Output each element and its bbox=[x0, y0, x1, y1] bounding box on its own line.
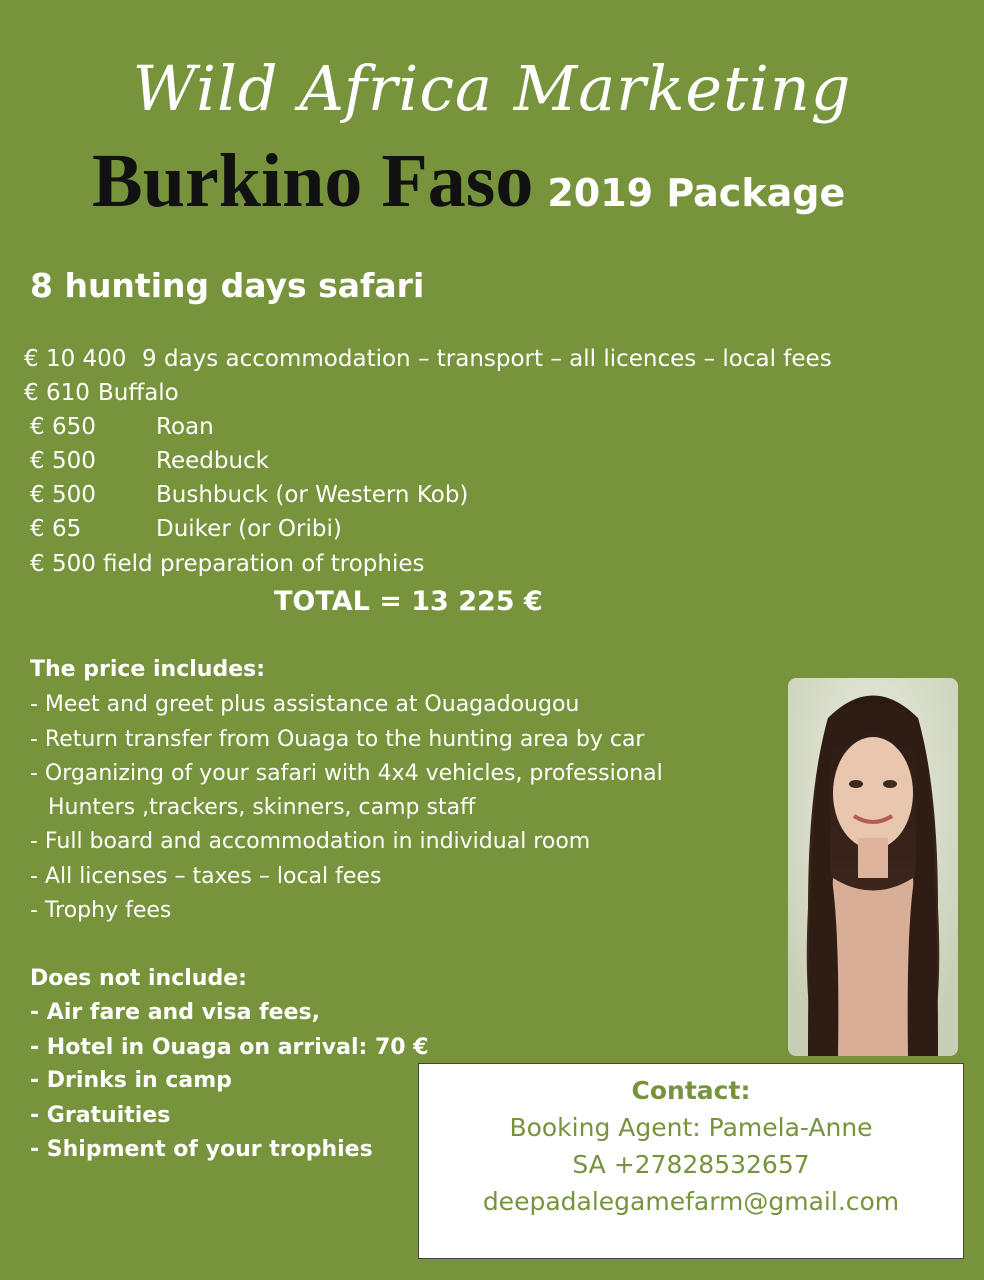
price-line bbox=[30, 516, 342, 542]
safari-subtitle: 8 hunting days safari bbox=[30, 266, 425, 305]
price-label: 9 days accommodation – transport – all licences – local fees bbox=[142, 346, 832, 372]
price-label: Duiker (or Oribi) bbox=[156, 516, 342, 542]
excludes-item: - Air fare and visa fees, bbox=[30, 1000, 320, 1025]
price-label: Roan bbox=[156, 414, 214, 440]
price-amount: € 610 bbox=[24, 380, 90, 406]
price-amount: € 650 bbox=[30, 414, 96, 440]
contact-email[interactable]: deepadalegamefarm@gmail.com bbox=[482, 1187, 900, 1216]
price-amount: € 65 bbox=[30, 516, 82, 542]
price-label: field preparation of trophies bbox=[103, 551, 425, 577]
price-line bbox=[30, 551, 424, 577]
includes-item: Hunters ,trackers, skinners, camp staff bbox=[48, 795, 476, 820]
price-amount: € 500 bbox=[30, 448, 96, 474]
excludes-item: - Hotel in Ouaga on arrival: 70 € bbox=[30, 1035, 429, 1060]
total-price: TOTAL = 13 225 € bbox=[274, 586, 543, 617]
includes-item: - Return transfer from Ouaga to the hunting area by car bbox=[30, 727, 645, 752]
price-amount: € 500 bbox=[30, 551, 96, 577]
includes-item: - Organizing of your safari with 4x4 vehicles, professional bbox=[30, 761, 663, 786]
contact-agent: Booking Agent: Pamela-Anne bbox=[509, 1113, 873, 1142]
price-label: Buffalo bbox=[98, 380, 179, 406]
price-amount: € 10 400 bbox=[24, 346, 127, 372]
includes-item: - Trophy fees bbox=[30, 898, 172, 923]
price-line bbox=[30, 414, 214, 440]
country-title: Burkino Faso bbox=[92, 139, 534, 223]
contact-box bbox=[418, 1063, 964, 1259]
price-line bbox=[30, 448, 269, 474]
excludes-item: - Shipment of your trophies bbox=[30, 1137, 373, 1162]
includes-item: - All licenses – taxes – local fees bbox=[30, 864, 382, 889]
excludes-heading: Does not include: bbox=[30, 966, 247, 991]
includes-item: - Meet and greet plus assistance at Ouagadougou bbox=[30, 692, 580, 717]
contact-phone[interactable]: SA +27828532657 bbox=[572, 1150, 810, 1179]
contact-title: Contact: bbox=[631, 1076, 751, 1105]
price-line bbox=[24, 380, 179, 406]
includes-heading: The price includes: bbox=[30, 657, 266, 682]
price-line bbox=[24, 346, 832, 372]
excludes-item: - Gratuities bbox=[30, 1103, 171, 1128]
package-label: 2019 Package bbox=[547, 171, 846, 215]
agent-photo bbox=[788, 678, 958, 1056]
title-row bbox=[92, 138, 845, 225]
price-line bbox=[30, 482, 468, 508]
price-amount: € 500 bbox=[30, 482, 96, 508]
brand-title: Wild Africa Marketing bbox=[132, 52, 852, 125]
includes-item: - Full board and accommodation in individual room bbox=[30, 829, 591, 854]
excludes-item: - Drinks in camp bbox=[30, 1068, 232, 1093]
price-label: Reedbuck bbox=[156, 448, 269, 474]
price-label: Bushbuck (or Western Kob) bbox=[156, 482, 469, 508]
